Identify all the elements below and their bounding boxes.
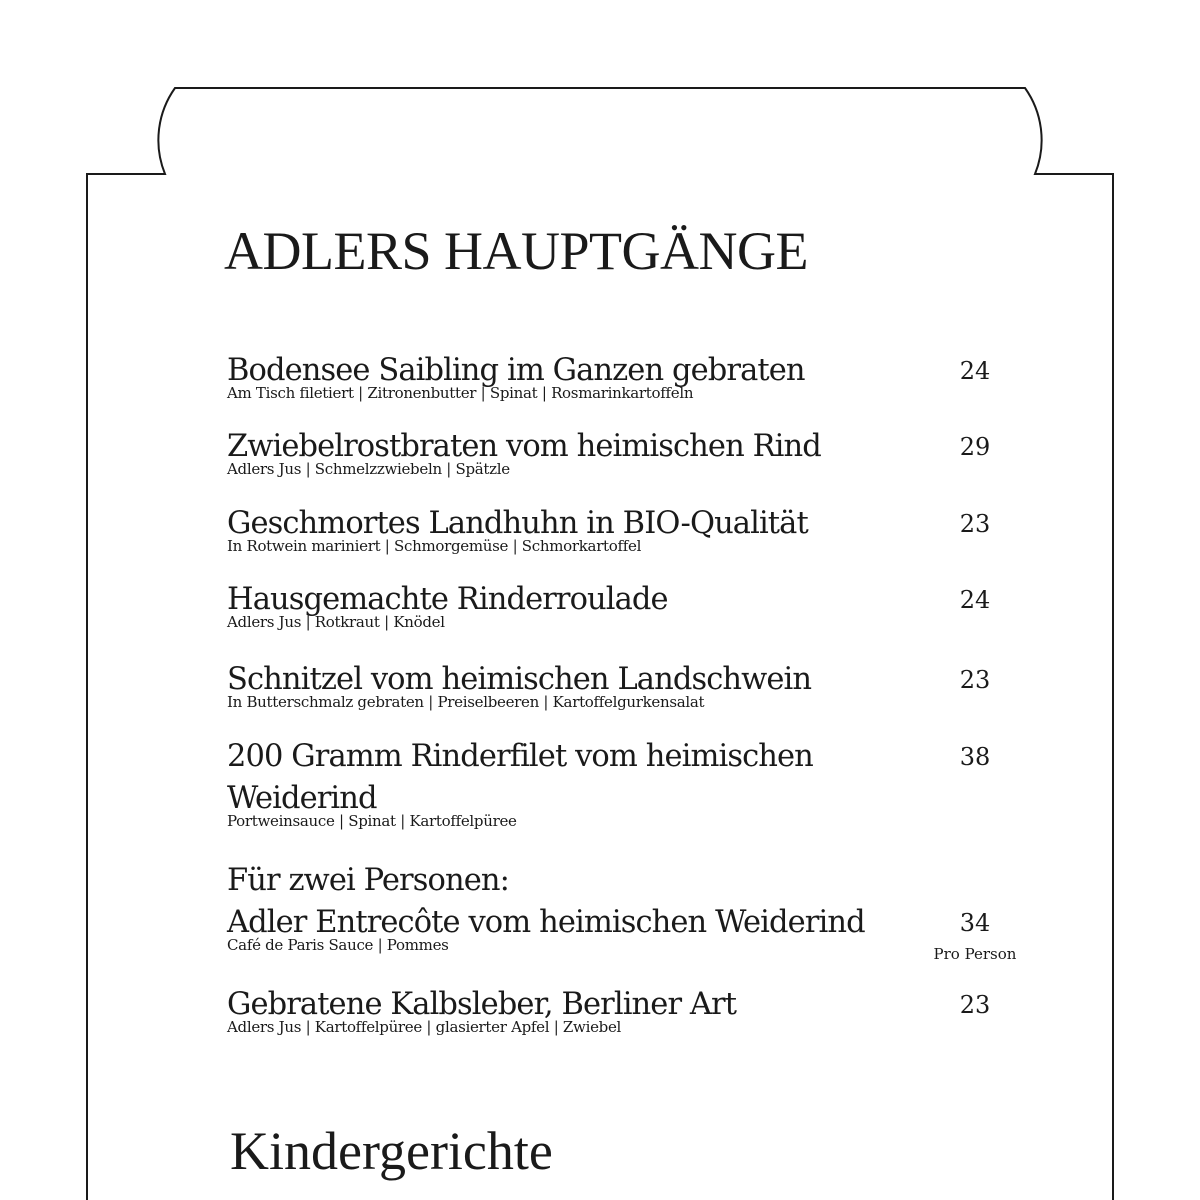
dish-price: 23 xyxy=(959,666,991,694)
dish-item xyxy=(227,503,1027,555)
dish-price: 23 xyxy=(959,991,991,1019)
dish-name: Bodensee Saibling im Ganzen gebraten xyxy=(227,353,805,388)
dish-name: 200 Gramm Rinderfilet vom heimischen Weiderind xyxy=(227,739,813,816)
dish-item xyxy=(227,350,1027,402)
dish-description: Adlers Jus | Rotkraut | Knödel xyxy=(227,613,445,631)
dish-description: In Butterschmalz gebraten | Preiselbeeren | Kartoffelgurkensalat xyxy=(227,693,705,711)
dish-name: Gebratene Kalbsleber, Berliner Art xyxy=(227,987,737,1022)
dish-price: 34 xyxy=(959,909,991,937)
dish-name: Schnitzel vom heimischen Landschwein xyxy=(227,662,812,697)
dish-name: Hausgemachte Rinderroulade xyxy=(227,582,668,617)
menu-title: ADLERS HAUPTGÄNGE xyxy=(224,221,808,281)
dish-item xyxy=(227,426,1027,478)
kids-menu-title: Kindergerichte xyxy=(230,1121,553,1181)
dish-intro: Für zwei Personen: xyxy=(227,863,509,898)
dish-item xyxy=(227,860,1027,963)
dish-description: Am Tisch filetiert | Zitronenbutter | Spinat | Rosmarinkartoffeln xyxy=(227,384,694,402)
dish-name: Geschmortes Landhuhn in BIO-Qualität xyxy=(227,506,808,541)
dish-price: 29 xyxy=(959,433,991,461)
dish-description: Adlers Jus | Kartoffelpüree | glasierter Apfel | Zwiebel xyxy=(227,1018,622,1036)
dish-description: Portweinsauce | Spinat | Kartoffelpüree xyxy=(227,812,517,830)
dish-description: Adlers Jus | Schmelzzwiebeln | Spätzle xyxy=(227,460,510,478)
dish-price-note: Pro Person xyxy=(933,945,1017,963)
dish-price: 23 xyxy=(959,510,991,538)
dish-name: Zwiebelrostbraten vom heimischen Rind xyxy=(227,429,821,464)
dish-price: 38 xyxy=(959,743,991,771)
dish-item xyxy=(227,984,1027,1036)
dish-item xyxy=(227,659,1027,711)
dish-price: 24 xyxy=(959,357,991,385)
dish-description: Café de Paris Sauce | Pommes xyxy=(227,936,449,954)
dish-description: In Rotwein mariniert | Schmorgemüse | Schmorkartoffel xyxy=(227,537,642,555)
dish-item xyxy=(227,579,1027,631)
dish-price: 24 xyxy=(959,586,991,614)
dish-name: Adler Entrecôte vom heimischen Weiderind xyxy=(227,905,865,940)
dish-item xyxy=(227,736,1027,830)
